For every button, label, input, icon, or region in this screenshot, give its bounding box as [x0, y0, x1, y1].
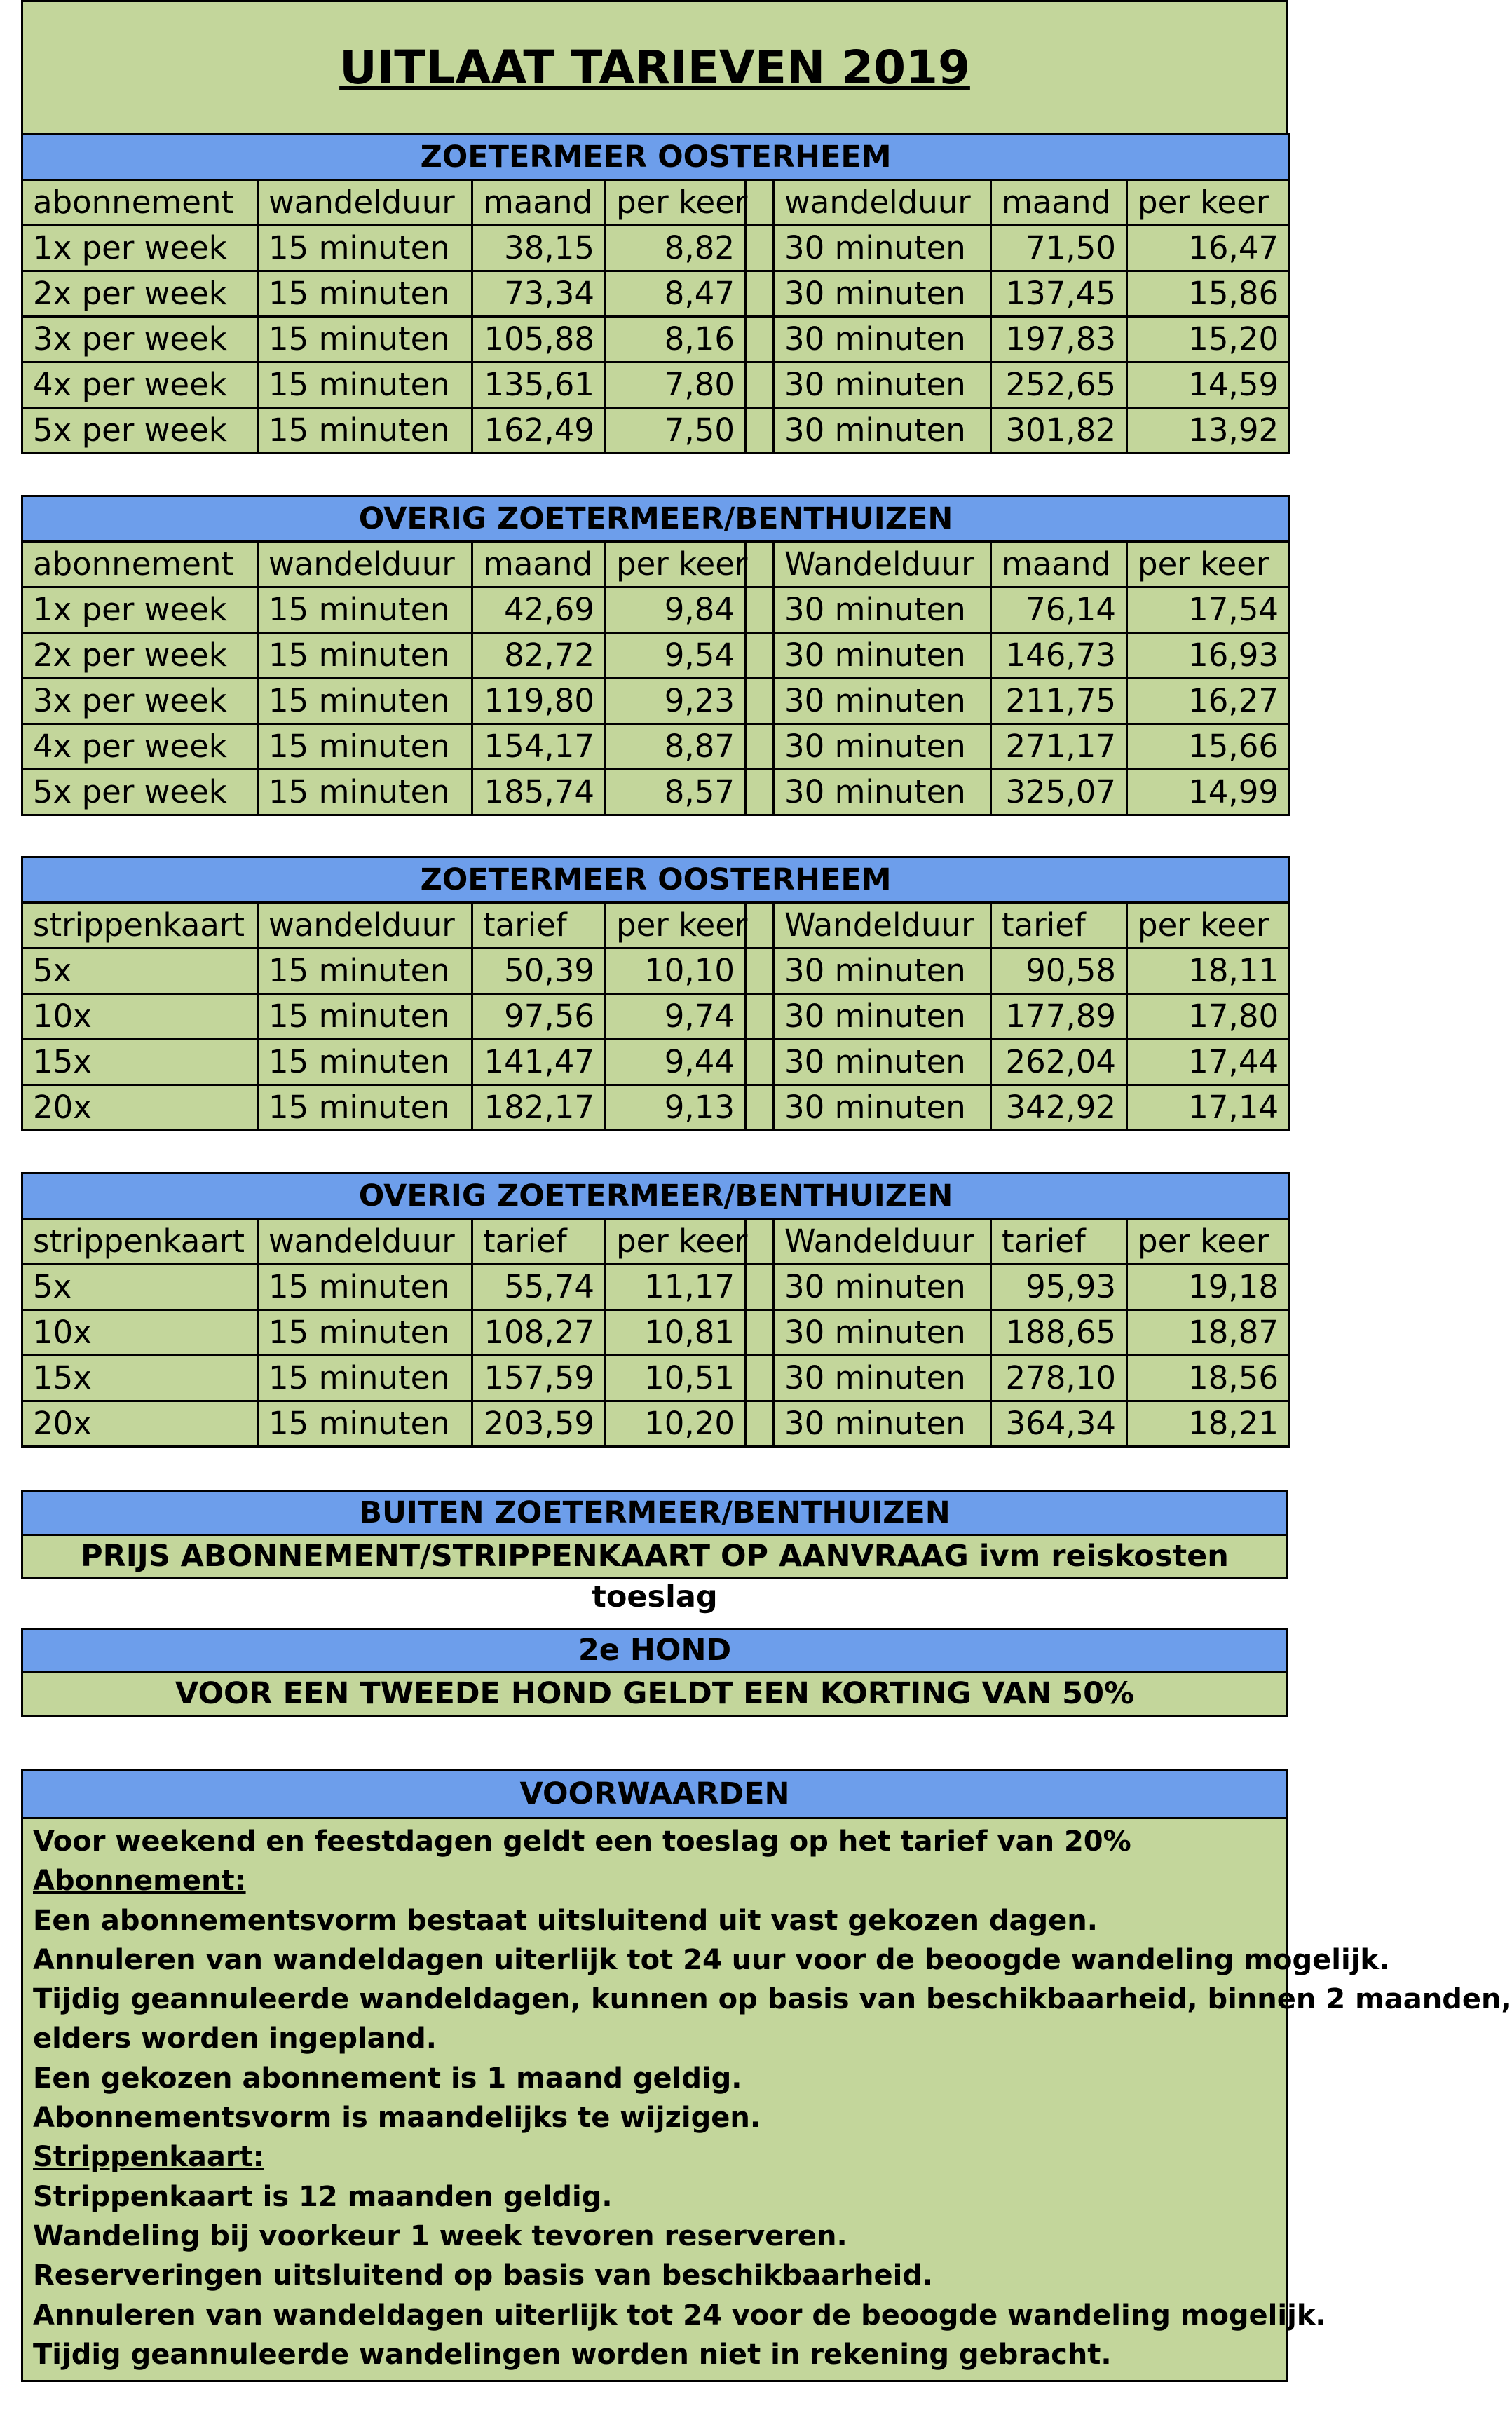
column-header-row	[22, 542, 1290, 587]
table-cell: 97,56	[472, 994, 606, 1040]
table-cell: 271,17	[991, 724, 1127, 770]
table-cell: 15 minuten	[258, 1040, 472, 1085]
voorwaarden-line: Strippenkaart is 12 maanden geldig.	[33, 2180, 613, 2213]
table-row	[22, 948, 1290, 994]
voorwaarden-box	[21, 1769, 1512, 2382]
table-cell: 30 minuten	[774, 1040, 991, 1085]
voorwaarden-subheading: Strippenkaart:	[33, 2141, 264, 2174]
table-cell: 15 minuten	[258, 271, 472, 317]
table-cell: 262,04	[991, 1040, 1127, 1085]
spacer-cell	[746, 1356, 774, 1401]
table-cell: 30 minuten	[774, 1356, 991, 1401]
spacer-cell	[746, 679, 774, 724]
voorwaarden-line: Annuleren van wandeldagen uiterlijk tot 24 voor de beoogde wandeling mogelijk.	[33, 2299, 1326, 2332]
buiten-heading: BUITEN ZOETERMEER/BENTHUIZEN	[21, 1490, 1288, 1536]
table-cell: 342,92	[991, 1085, 1127, 1131]
tweede-hond-heading: 2e HOND	[21, 1628, 1288, 1673]
voorwaarden-line: Voor weekend en feestdagen geldt een toeslag op het tarief van 20%	[33, 1825, 1131, 1858]
table-cell: 73,34	[472, 271, 606, 317]
spacer-cell	[746, 948, 774, 994]
table-cell: 252,65	[991, 362, 1127, 408]
table-cell: 15 minuten	[258, 770, 472, 815]
section-heading: ZOETERMEER OOSTERHEEM	[22, 135, 1290, 180]
table-cell: 10,51	[606, 1356, 746, 1401]
table-row	[22, 724, 1290, 770]
table-cell: 18,87	[1127, 1310, 1290, 1356]
spacer-cell	[746, 362, 774, 408]
spacer-cell	[746, 587, 774, 633]
table-row	[22, 1356, 1290, 1401]
table-cell: 15 minuten	[258, 724, 472, 770]
table-cell: 30 minuten	[774, 724, 991, 770]
column-header: maand	[991, 180, 1127, 226]
table-cell: 141,47	[472, 1040, 606, 1085]
table-cell: 5x	[22, 1265, 258, 1310]
table-cell: 10x	[22, 1310, 258, 1356]
spacer-cell	[746, 770, 774, 815]
table-cell: 15 minuten	[258, 408, 472, 454]
table-row	[22, 408, 1290, 454]
table-cell: 11,17	[606, 1265, 746, 1310]
column-header: strippenkaart	[22, 903, 258, 948]
voorwaarden-line: Reserveringen uitsluitend op basis van beschikbaarheid.	[33, 2259, 934, 2292]
voorwaarden-line: Tijdig geannuleerde wandelingen worden niet in rekening gebracht.	[33, 2338, 1112, 2371]
table-cell: 15x	[22, 1040, 258, 1085]
voorwaarden-subheading: Abonnement:	[33, 1865, 246, 1898]
title-box	[21, 0, 1288, 133]
table-row	[22, 1085, 1290, 1131]
table-cell: 3x per week	[22, 679, 258, 724]
table-cell: 5x	[22, 948, 258, 994]
rate-table	[21, 1172, 1290, 1448]
table-cell: 30 minuten	[774, 362, 991, 408]
table-cell: 13,92	[1127, 408, 1290, 454]
spacer-cell	[746, 542, 774, 587]
table-cell: 18,56	[1127, 1356, 1290, 1401]
table-cell: 15 minuten	[258, 1310, 472, 1356]
table-cell: 4x per week	[22, 724, 258, 770]
table-cell: 15 minuten	[258, 994, 472, 1040]
column-header: Wandelduur	[774, 903, 991, 948]
table-cell: 10x	[22, 994, 258, 1040]
table-cell: 2x per week	[22, 633, 258, 679]
table-cell: 15 minuten	[258, 587, 472, 633]
table-cell: 14,59	[1127, 362, 1290, 408]
table-cell: 18,11	[1127, 948, 1290, 994]
table-cell: 15 minuten	[258, 1356, 472, 1401]
table-cell: 4x per week	[22, 362, 258, 408]
page-title: UITLAAT TARIEVEN 2019	[339, 41, 970, 95]
column-header: tarief	[472, 903, 606, 948]
section-heading: OVERIG ZOETERMEER/BENTHUIZEN	[22, 1173, 1290, 1219]
table-cell: 146,73	[991, 633, 1127, 679]
table-cell: 197,83	[991, 317, 1127, 362]
table-row	[22, 362, 1290, 408]
table-row	[22, 1401, 1290, 1447]
table-cell: 1x per week	[22, 587, 258, 633]
table-cell: 137,45	[991, 271, 1127, 317]
column-header-row	[22, 180, 1290, 226]
column-header: tarief	[991, 903, 1127, 948]
table-cell: 2x per week	[22, 271, 258, 317]
table-cell: 76,14	[991, 587, 1127, 633]
rate-table	[21, 133, 1290, 454]
spacer-cell	[746, 317, 774, 362]
table-cell: 20x	[22, 1401, 258, 1447]
column-header: maand	[991, 542, 1127, 587]
column-header: per keer	[606, 180, 746, 226]
table-cell: 1x per week	[22, 226, 258, 271]
table-cell: 7,50	[606, 408, 746, 454]
table-cell: 7,80	[606, 362, 746, 408]
table-cell: 3x per week	[22, 317, 258, 362]
table-cell: 154,17	[472, 724, 606, 770]
table-cell: 188,65	[991, 1310, 1127, 1356]
column-header: per keer	[1127, 180, 1290, 226]
table-cell: 30 minuten	[774, 994, 991, 1040]
spacer-cell	[746, 633, 774, 679]
spacer-cell	[746, 1040, 774, 1085]
column-header-row	[22, 903, 1290, 948]
table-cell: 20x	[22, 1085, 258, 1131]
spacer-cell	[746, 1310, 774, 1356]
tweede-hond-text: VOOR EEN TWEEDE HOND GELDT EEN KORTING VAN 50%	[21, 1671, 1288, 1717]
column-header: strippenkaart	[22, 1219, 258, 1265]
table-cell: 30 minuten	[774, 633, 991, 679]
column-header: per keer	[1127, 542, 1290, 587]
table-cell: 19,18	[1127, 1265, 1290, 1310]
spacer-cell	[746, 1265, 774, 1310]
column-header: wandelduur	[774, 180, 991, 226]
table-cell: 5x per week	[22, 770, 258, 815]
column-header: wandelduur	[258, 903, 472, 948]
column-header: Wandelduur	[774, 1219, 991, 1265]
table-cell: 177,89	[991, 994, 1127, 1040]
rate-table	[21, 856, 1290, 1131]
table-cell: 38,15	[472, 226, 606, 271]
column-header: maand	[472, 542, 606, 587]
table-cell: 8,87	[606, 724, 746, 770]
spacer-cell	[746, 1219, 774, 1265]
column-header: wandelduur	[258, 180, 472, 226]
rate-table	[21, 495, 1290, 816]
table-cell: 17,54	[1127, 587, 1290, 633]
column-header: per keer	[1127, 903, 1290, 948]
table-cell: 15,20	[1127, 317, 1290, 362]
table-cell: 15 minuten	[258, 317, 472, 362]
table-cell: 8,47	[606, 271, 746, 317]
table-cell: 211,75	[991, 679, 1127, 724]
table-cell: 9,54	[606, 633, 746, 679]
table-cell: 30 minuten	[774, 587, 991, 633]
table-cell: 14,99	[1127, 770, 1290, 815]
table-cell: 5x per week	[22, 408, 258, 454]
table-cell: 30 minuten	[774, 408, 991, 454]
spacer-cell	[746, 903, 774, 948]
voorwaarden-heading: VOORWAARDEN	[23, 1771, 1286, 1819]
table-cell: 9,23	[606, 679, 746, 724]
table-cell: 364,34	[991, 1401, 1127, 1447]
table-cell: 8,57	[606, 770, 746, 815]
table-cell: 185,74	[472, 770, 606, 815]
table-cell: 15 minuten	[258, 1085, 472, 1131]
voorwaarden-line: Tijdig geannuleerde wandeldagen, kunnen op basis van beschikbaarheid, binnen 2 maanden,	[33, 1983, 1512, 2016]
spacer-cell	[746, 1401, 774, 1447]
table-cell: 15 minuten	[258, 679, 472, 724]
table-cell: 17,80	[1127, 994, 1290, 1040]
buiten-text: PRIJS ABONNEMENT/STRIPPENKAART OP AANVRAAG ivm reiskosten toeslag	[21, 1534, 1288, 1579]
section-heading: OVERIG ZOETERMEER/BENTHUIZEN	[22, 496, 1290, 542]
voorwaarden-line: Een gekozen abonnement is 1 maand geldig.	[33, 2062, 742, 2095]
column-header: abonnement	[22, 542, 258, 587]
table-cell: 9,84	[606, 587, 746, 633]
table-row	[22, 1310, 1290, 1356]
table-cell: 8,16	[606, 317, 746, 362]
table-cell: 15 minuten	[258, 226, 472, 271]
table-row	[22, 226, 1290, 271]
table-cell: 10,20	[606, 1401, 746, 1447]
table-cell: 15 minuten	[258, 362, 472, 408]
table-cell: 10,81	[606, 1310, 746, 1356]
spacer-cell	[746, 271, 774, 317]
table-cell: 95,93	[991, 1265, 1127, 1310]
column-header-row	[22, 1219, 1290, 1265]
spacer-cell	[746, 226, 774, 271]
table-cell: 30 minuten	[774, 1310, 991, 1356]
table-cell: 108,27	[472, 1310, 606, 1356]
table-cell: 15x	[22, 1356, 258, 1401]
table-cell: 182,17	[472, 1085, 606, 1131]
table-cell: 42,69	[472, 587, 606, 633]
column-header: per keer	[606, 542, 746, 587]
table-row	[22, 587, 1290, 633]
table-cell: 30 minuten	[774, 271, 991, 317]
spacer-cell	[746, 724, 774, 770]
table-cell: 16,47	[1127, 226, 1290, 271]
column-header: tarief	[991, 1219, 1127, 1265]
table-row	[22, 271, 1290, 317]
voorwaarden-line: Wandeling bij voorkeur 1 week tevoren reserveren.	[33, 2219, 847, 2252]
table-cell: 105,88	[472, 317, 606, 362]
column-header: maand	[472, 180, 606, 226]
table-cell: 30 minuten	[774, 948, 991, 994]
table-cell: 90,58	[991, 948, 1127, 994]
table-cell: 50,39	[472, 948, 606, 994]
table-cell: 16,93	[1127, 633, 1290, 679]
column-header: per keer	[1127, 1219, 1290, 1265]
table-cell: 30 minuten	[774, 1085, 991, 1131]
table-cell: 17,14	[1127, 1085, 1290, 1131]
table-cell: 10,10	[606, 948, 746, 994]
table-cell: 30 minuten	[774, 1265, 991, 1310]
table-cell: 325,07	[991, 770, 1127, 815]
table-cell: 16,27	[1127, 679, 1290, 724]
table-cell: 30 minuten	[774, 317, 991, 362]
table-cell: 18,21	[1127, 1401, 1290, 1447]
table-cell: 278,10	[991, 1356, 1127, 1401]
column-header: per keer	[606, 903, 746, 948]
table-cell: 8,82	[606, 226, 746, 271]
table-cell: 9,44	[606, 1040, 746, 1085]
table-cell: 15 minuten	[258, 1401, 472, 1447]
table-row	[22, 1040, 1290, 1085]
table-cell: 55,74	[472, 1265, 606, 1310]
column-header: wandelduur	[258, 1219, 472, 1265]
voorwaarden-line: elders worden ingepland.	[33, 2022, 437, 2055]
column-header: Wandelduur	[774, 542, 991, 587]
table-row	[22, 994, 1290, 1040]
table-row	[22, 633, 1290, 679]
column-header: wandelduur	[258, 542, 472, 587]
voorwaarden-body	[23, 1819, 1512, 2374]
spacer-cell	[746, 408, 774, 454]
voorwaarden-line: Annuleren van wandeldagen uiterlijk tot 24 uur voor de beoogde wandeling mogelijk.	[33, 1943, 1390, 1976]
table-cell: 203,59	[472, 1401, 606, 1447]
table-cell: 119,80	[472, 679, 606, 724]
table-cell: 9,74	[606, 994, 746, 1040]
table-cell: 15 minuten	[258, 948, 472, 994]
table-cell: 30 minuten	[774, 226, 991, 271]
table-cell: 15 minuten	[258, 633, 472, 679]
column-header: tarief	[472, 1219, 606, 1265]
section-heading: ZOETERMEER OOSTERHEEM	[22, 857, 1290, 903]
table-cell: 157,59	[472, 1356, 606, 1401]
table-cell: 17,44	[1127, 1040, 1290, 1085]
table-row	[22, 770, 1290, 815]
table-cell: 9,13	[606, 1085, 746, 1131]
table-cell: 71,50	[991, 226, 1127, 271]
table-cell: 162,49	[472, 408, 606, 454]
column-header: per keer	[606, 1219, 746, 1265]
table-cell: 15,86	[1127, 271, 1290, 317]
table-cell: 135,61	[472, 362, 606, 408]
voorwaarden-line: Een abonnementsvorm bestaat uitsluitend uit vast gekozen dagen.	[33, 1904, 1098, 1937]
table-row	[22, 1265, 1290, 1310]
table-row	[22, 317, 1290, 362]
column-header: abonnement	[22, 180, 258, 226]
table-cell: 30 minuten	[774, 1401, 991, 1447]
table-cell: 15 minuten	[258, 1265, 472, 1310]
table-row	[22, 679, 1290, 724]
table-cell: 30 minuten	[774, 770, 991, 815]
table-cell: 82,72	[472, 633, 606, 679]
table-cell: 301,82	[991, 408, 1127, 454]
table-cell: 30 minuten	[774, 679, 991, 724]
table-cell: 15,66	[1127, 724, 1290, 770]
spacer-cell	[746, 1085, 774, 1131]
spacer-cell	[746, 994, 774, 1040]
voorwaarden-line: Abonnementsvorm is maandelijks te wijzigen.	[33, 2102, 761, 2135]
spacer-cell	[746, 180, 774, 226]
